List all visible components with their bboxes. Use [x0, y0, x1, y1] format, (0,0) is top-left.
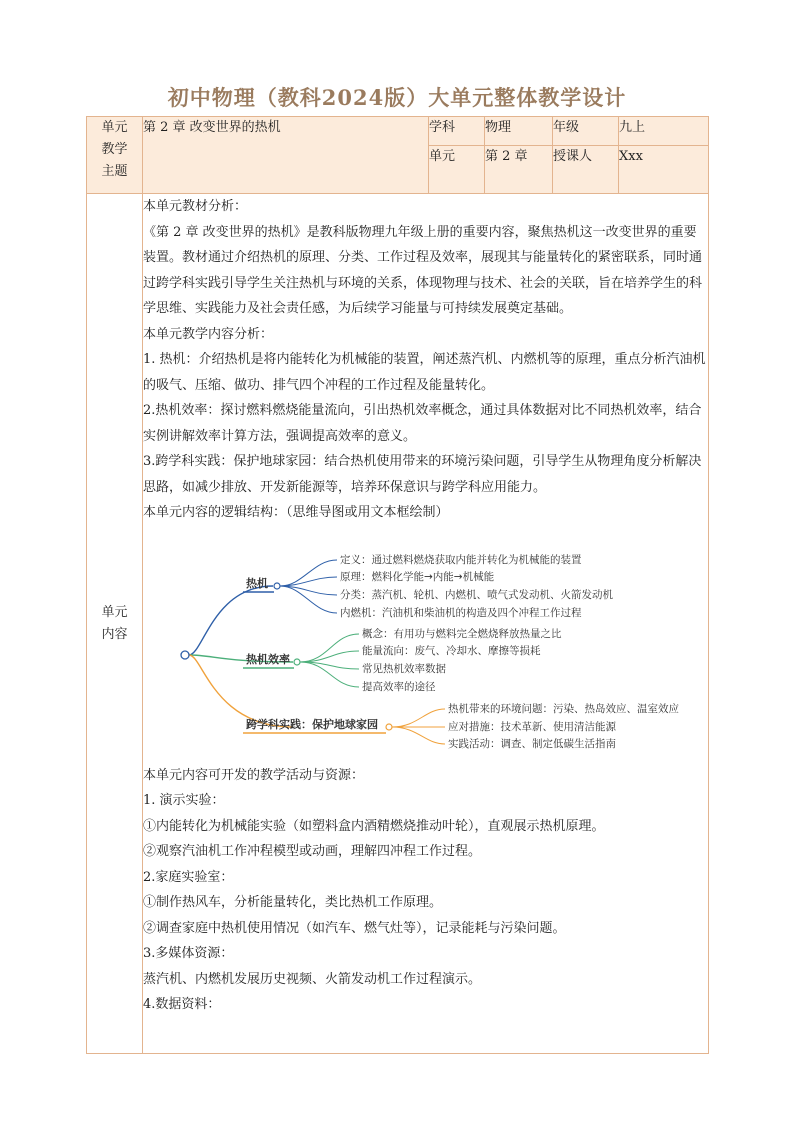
content-analysis-item: 2.热机效率：探讨燃料燃烧能量流向，引出热机效率概念，通过具体数据对比不同热机效率，结合实例讲解效率计算方法，强调提高效率的意义。 [143, 403, 702, 444]
activity-heading: 2.家庭实验室： [143, 869, 234, 885]
subject-value: 物理 [485, 117, 553, 146]
teacher-label: 授课人 [553, 146, 619, 194]
mindmap-leaf: 定义：通过燃料燃烧获取内能并转化为机械能的装置 [340, 553, 582, 566]
lesson-plan-table [86, 116, 709, 1054]
activity-item: ①内能转化为机械能实验（如塑料盒内酒精燃烧推动叶轮），直观展示热机原理。 [143, 818, 605, 834]
mind-map [143, 552, 703, 757]
mindmap-leaf: 提高效率的途径 [362, 680, 436, 693]
mindmap-leaf: 实践活动：调查、制定低碳生活指南 [448, 737, 616, 750]
mindmap-leaf: 内燃机：汽油机和柴油机的构造及四个冲程工作过程 [340, 606, 582, 619]
subject-label: 学科 [429, 117, 485, 146]
content-analysis-title: 本单元教学内容分析： [143, 326, 274, 342]
unit-content-label: 单元 内容 [87, 194, 143, 1054]
grade-label: 年级 [553, 117, 619, 146]
mindmap-leaf: 分类：蒸汽机、轮机、内燃机、喷气式发动机、火箭发动机 [340, 588, 613, 601]
activity-heading: 1. 演示实验： [143, 793, 225, 808]
mindmap-leaf: 常见热机效率数据 [362, 662, 446, 675]
activities-title: 本单元内容可开发的教学活动与资源： [143, 767, 365, 783]
unit-label: 单元 [429, 146, 485, 194]
activity-item: ②观察汽油机工作冲程模型或动画，理解四冲程工作过程。 [143, 844, 482, 859]
unit-topic-label: 单元 教学 主题 [87, 117, 143, 194]
activity-item: 蒸汽机、内燃机发展历史视频、火箭发动机工作过程演示。 [143, 971, 482, 987]
chapter-title: 第 2 章 改变世界的热机 [143, 117, 429, 194]
unit-value: 第 2 章 [485, 146, 553, 194]
content-analysis-item: 3.跨学科实践：保护地球家园：结合热机使用带来的环境污染问题，引导学生从物理角度分析解决思路，如减少排放、开发新能源等，培养环保意识与跨学科应用能力。 [143, 454, 702, 495]
grade-value: 九上 [619, 117, 709, 146]
activity-item: ①制作热风车，分析能量转化，类比热机工作原理。 [143, 895, 443, 910]
mindmap-branch-interdisciplinary: 跨学科实践：保护地球家园 [246, 717, 378, 731]
logic-structure-title: 本单元内容的逻辑结构：（思维导图或用文本框绘制） [143, 505, 449, 520]
unit-content [143, 194, 709, 1054]
teacher-value: Xxx [619, 146, 709, 194]
activity-item: ②调查家庭中热机使用情况（如汽车、燃气灶等），记录能耗与污染问题。 [143, 920, 566, 936]
mindmap-leaf: 原理：燃料化学能→内能→机械能 [340, 570, 495, 583]
mindmap-leaf: 概念：有用功与燃料完全燃烧释放热量之比 [362, 627, 562, 640]
mindmap-branch-efficiency: 热机效率 [246, 652, 290, 666]
activity-heading: 4.数据资料： [143, 997, 221, 1012]
content-analysis-item: 1. 热机：介绍热机是将内能转化为机械能的装置，阐述蒸汽机、内燃机等的原理，重点分析汽油机的吸气、压缩、做功、排气四个冲程的工作过程及能量转化。 [143, 352, 706, 393]
mindmap-leaf: 热机带来的环境问题：污染、热岛效应、温室效应 [448, 702, 679, 715]
mindmap-leaf: 应对措施：技术革新、使用清洁能源 [448, 720, 616, 733]
activity-heading: 3.多媒体资源： [143, 946, 234, 961]
mindmap-leaf: 能量流向：废气、冷却水、摩擦等损耗 [362, 644, 541, 657]
document-title: 初中物理（教科2024版）大单元整体教学设计 [167, 85, 627, 110]
textbook-analysis-text: 《第 2 章 改变世界的热机》是教科版物理九年级上册的重要内容，聚焦热机这一改变世界的重要装置。教材通过介绍热机的原理、分类、工作过程及效率，展现其与能量转化的紧密联系，同时通过跨学科实践引导学生关注热机与环境的关系，体现物理与技术、社会的关联，旨在培养学生的科学思维、实践能力及社会责任感，为后续学习能量与可持续发展奠定基础。 [143, 224, 703, 316]
textbook-analysis-title: 本单元教材分析： [143, 199, 248, 214]
mindmap-branch-heat-engine: 热机 [246, 576, 268, 590]
